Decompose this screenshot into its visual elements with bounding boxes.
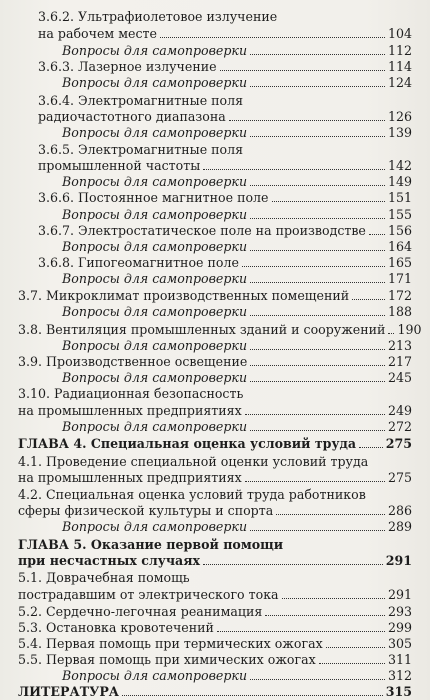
- page-number: 213: [387, 338, 412, 353]
- dot-leader: [250, 530, 385, 531]
- toc-entry: [18, 287, 412, 304]
- dot-leader: [326, 647, 385, 648]
- dot-leader: [250, 679, 385, 680]
- entry-title: Вопросы для самопроверки: [62, 419, 248, 434]
- self-check-questions-entry: [62, 418, 412, 435]
- entry-title: Вопросы для самопроверки: [62, 43, 248, 58]
- self-check-questions-entry: [62, 518, 412, 535]
- dot-leader: [250, 282, 385, 283]
- page-number: 311: [387, 652, 412, 667]
- toc-entry: [18, 635, 412, 652]
- dot-leader: [217, 631, 385, 632]
- dot-leader: [203, 564, 383, 565]
- chapter-heading-entry: [18, 435, 412, 452]
- entry-title: 3.8. Вентиляция промышленных зданий и сооружений: [18, 322, 386, 337]
- entry-title: 5.2. Сердечно-легочная реанимация: [18, 604, 263, 619]
- page-number: 156: [387, 223, 412, 238]
- toc-entry-line: 3.6.5. Электромагнитные поля: [38, 142, 244, 157]
- entry-title: Вопросы для самопроверки: [62, 370, 248, 385]
- entry-title: ЛИТЕРАТУРА: [18, 684, 120, 699]
- self-check-questions-entry: [62, 124, 412, 141]
- dot-leader: [245, 481, 385, 482]
- entry-title: Вопросы для самопроверки: [62, 271, 248, 286]
- toc-entry-line: 3.10. Радиационная безопасность: [18, 386, 244, 401]
- toc-entry: [38, 25, 412, 42]
- page-number: 286: [387, 503, 412, 518]
- page-number: 104: [387, 26, 412, 41]
- dot-leader: [242, 266, 385, 267]
- page-number: 315: [385, 684, 412, 699]
- entry-title: Вопросы для самопроверки: [62, 75, 248, 90]
- entry-title: 3.6.6. Постоянное магнитное поле: [38, 190, 269, 205]
- dot-leader: [265, 615, 385, 616]
- entry-title: 3.6.7. Электростатическое поле на производстве: [38, 223, 366, 238]
- toc-entry: [18, 353, 412, 370]
- self-check-questions-entry: [62, 173, 412, 190]
- dot-leader: [250, 218, 385, 219]
- self-check-questions-entry: [62, 303, 412, 320]
- chapter-heading-line: ГЛАВА 5. Оказание первой помощи: [18, 537, 284, 552]
- page-number: 305: [387, 636, 412, 651]
- dot-leader: [250, 365, 385, 366]
- page-number: 155: [387, 207, 412, 222]
- toc-entry: [18, 651, 412, 668]
- entry-title: Вопросы для самопроверки: [62, 519, 248, 534]
- page-number: 172: [387, 288, 412, 303]
- entry-title: 3.6.8. Гипогеомагнитное поле: [38, 255, 239, 270]
- entry-title: пострадавшим от электрического тока: [18, 587, 279, 602]
- page-number: 249: [387, 403, 412, 418]
- toc-entry-line: 4.2. Специальная оценка условий труда работников: [18, 487, 366, 502]
- self-check-questions-entry: [62, 667, 412, 684]
- entry-title: Вопросы для самопроверки: [62, 174, 248, 189]
- entry-title: на промышленных предприятиях: [18, 470, 242, 485]
- entry-title: промышленной частоты: [38, 158, 201, 173]
- dot-leader: [250, 86, 385, 87]
- dot-leader: [250, 250, 385, 251]
- self-check-questions-entry: [62, 270, 412, 287]
- page-number: 217: [387, 354, 412, 369]
- page-number: 272: [387, 419, 412, 434]
- toc-entry: [18, 619, 412, 636]
- page-number: 291: [387, 587, 412, 602]
- toc-entry: [18, 402, 412, 419]
- toc-entry-line: 5.1. Доврачебная помощь: [18, 570, 190, 585]
- dot-leader: [203, 169, 385, 170]
- page-number: 188: [387, 304, 412, 319]
- toc-entry: [38, 58, 412, 75]
- entry-title: 5.5. Первая помощь при химических ожогах: [18, 652, 316, 667]
- chapter-heading-entry: [18, 552, 412, 569]
- dot-leader: [229, 120, 385, 121]
- toc-entry: [18, 586, 412, 603]
- dot-leader: [250, 185, 385, 186]
- page-number: 114: [387, 59, 412, 74]
- toc-entry: [18, 469, 412, 486]
- page-number: 126: [387, 109, 412, 124]
- self-check-questions-entry: [62, 74, 412, 91]
- page-number: 142: [387, 158, 412, 173]
- page-number: 139: [387, 125, 412, 140]
- dot-leader: [282, 598, 385, 599]
- page-number: 312: [387, 668, 412, 683]
- entry-title: 3.9. Производственное освещение: [18, 354, 248, 369]
- entry-title: 5.3. Остановка кровотечений: [18, 620, 214, 635]
- page-number: 275: [387, 470, 412, 485]
- entry-title: Вопросы для самопроверки: [62, 207, 248, 222]
- entry-title: 3.7. Микроклимат производственных помещений: [18, 288, 350, 303]
- entry-title: сферы физической культуры и спорта: [18, 503, 274, 518]
- dot-leader: [388, 333, 394, 334]
- toc-entry-line: 3.6.4. Электромагнитные поля: [38, 93, 244, 108]
- toc-entry: [38, 254, 412, 271]
- dot-leader: [220, 70, 385, 71]
- self-check-questions-entry: [62, 238, 412, 255]
- dot-leader: [250, 136, 385, 137]
- dot-leader: [250, 315, 385, 316]
- dot-leader: [250, 430, 385, 431]
- toc-entry: [18, 502, 412, 519]
- page-number: 151: [387, 190, 412, 205]
- page-number: 289: [387, 519, 412, 534]
- entry-title: на промышленных предприятиях: [18, 403, 242, 418]
- toc-entry: [38, 108, 412, 125]
- dot-leader: [245, 414, 385, 415]
- dot-leader: [160, 37, 385, 38]
- dot-leader: [122, 695, 383, 696]
- page-number: 291: [385, 553, 412, 568]
- dot-leader: [352, 299, 385, 300]
- dot-leader: [319, 663, 385, 664]
- entry-title: при несчастных случаях: [18, 553, 201, 568]
- self-check-questions-entry: [62, 206, 412, 223]
- dot-leader: [369, 234, 385, 235]
- toc-entry: [18, 321, 422, 338]
- page-number: 245: [387, 370, 412, 385]
- dot-leader: [250, 381, 385, 382]
- page-number: 293: [387, 604, 412, 619]
- entry-title: Вопросы для самопроверки: [62, 668, 248, 683]
- page-number: 190: [397, 322, 422, 337]
- toc-entry: [38, 189, 412, 206]
- entry-title: Вопросы для самопроверки: [62, 239, 248, 254]
- toc-entry: [18, 603, 412, 620]
- self-check-questions-entry: [62, 337, 412, 354]
- entry-title: на рабочем месте: [38, 26, 157, 41]
- entry-title: 3.6.3. Лазерное излучение: [38, 59, 217, 74]
- dot-leader: [359, 447, 383, 448]
- toc-entry: [38, 157, 412, 174]
- page-number: 299: [387, 620, 412, 635]
- page-number: 171: [387, 271, 412, 286]
- entry-title: 5.4. Первая помощь при термических ожогах: [18, 636, 323, 651]
- entry-title: Вопросы для самопроверки: [62, 125, 248, 140]
- page-number: 165: [387, 255, 412, 270]
- dot-leader: [250, 349, 385, 350]
- page-number: 164: [387, 239, 412, 254]
- self-check-questions-entry: [62, 369, 412, 386]
- dot-leader: [276, 514, 385, 515]
- entry-title: Вопросы для самопроверки: [62, 304, 248, 319]
- entry-title: ГЛАВА 4. Специальная оценка условий труда: [18, 436, 357, 451]
- page-number: 275: [385, 436, 412, 451]
- page-number: 149: [387, 174, 412, 189]
- toc-entry-line: 4.1. Проведение специальной оценки условий труда: [18, 454, 369, 469]
- dot-leader: [272, 201, 385, 202]
- entry-title: Вопросы для самопроверки: [62, 338, 248, 353]
- chapter-heading-entry: [18, 683, 412, 700]
- page-number: 124: [387, 75, 412, 90]
- self-check-questions-entry: [62, 42, 412, 59]
- entry-title: радиочастотного диапазона: [38, 109, 226, 124]
- page-number: 112: [387, 43, 412, 58]
- toc-entry-line: 3.6.2. Ультрафиолетовое излучение: [38, 9, 278, 24]
- toc-entry: [38, 222, 412, 239]
- dot-leader: [250, 54, 385, 55]
